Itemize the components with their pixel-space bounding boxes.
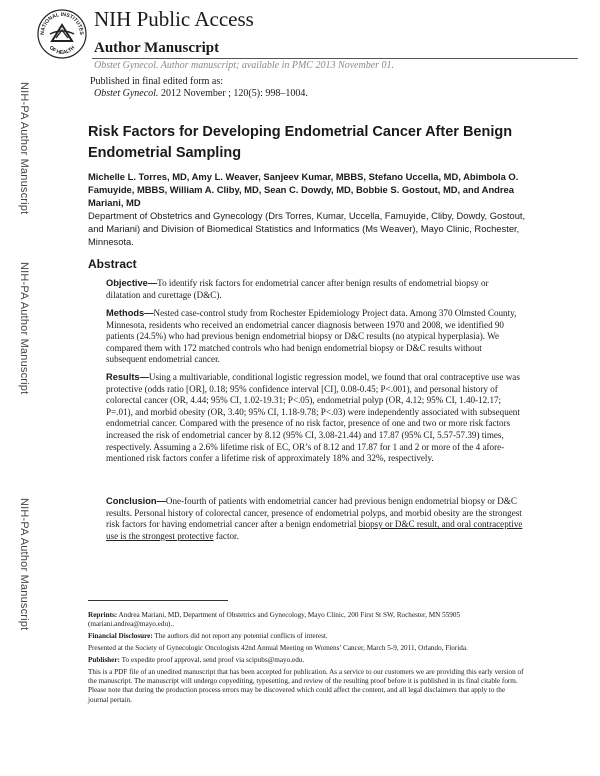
- footnote-publisher: [88, 656, 524, 665]
- header-divider: [92, 58, 578, 59]
- logo-text-bottom: OF HEALTH: [47, 44, 77, 57]
- results-label: Results—: [106, 372, 149, 382]
- results-text: Using a multivariable, conditional logistic regression model, we found that oral contraceptive use was protective (odds ratio [OR], 0.18; 95% confidence interval [CI], 0.08-0.45; P<.001), and personal history of colorectal cancer (OR, 4.44; 95% CI, 1.02-19.31; P<.05), endometrial polyp (OR, 4.12; 95% CI, 1.40-12.17; P=.01), and morbid obesity (OR, 3.40; 95% CI, 1.18-9.78; P<.03) were independently associated with subsequent endometrial cancer. Compared with the presence of no risk factor, presence of one and two or more risk factors increased the risk of endometrial cancer by 8.12 (95% CI, 3.08-21.44) and 17.87 (95% CI, 5.57-57.39) times, respectively. Assuming a 2.6% lifetime risk of EC, OR’s of 8.12 and 17.87 for 1 and 2 or more of the 4 afore-mentioned risk factors confer a lifetime risk of approximately 18% and 32%, respectively.: [106, 372, 520, 464]
- author-manuscript-label: Author Manuscript: [94, 40, 220, 56]
- footnote-disclosure: [88, 632, 524, 641]
- methods-label: Methods—: [106, 308, 154, 318]
- logo-text-top: NATIONAL INSTITUTES: [39, 11, 85, 36]
- footnote-reprints: [88, 611, 524, 629]
- abstract-methods: [106, 308, 524, 366]
- side-watermark-top: NIH-PA Author Manuscript: [18, 82, 30, 215]
- publisher-label: Publisher:: [88, 656, 120, 664]
- footnote-divider: [88, 600, 228, 601]
- conclusion-end: factor.: [213, 530, 239, 541]
- published-form-label: Published in final edited form as:: [90, 76, 224, 87]
- footnote-presented: Presented at the Society of Gynecologic Oncologists 42nd Annual Meeting on Womens’ Cancer, March 5-9, 2011, Orlando, Florida.: [88, 644, 468, 652]
- article-title: Risk Factors for Developing Endometrial Cancer After Benign Endometrial Sampling: [88, 124, 513, 161]
- footnote-disclaimer: This is a PDF file of an unedited manuscript that has been accepted for publication. As a service to our customers we are providing this early version of the manuscript. The manuscript will undergo copyediting, typesetting, and review of the resulting proof before it is published in its final citable form. Please note that during the production process errors may be discovered which could affect the content, and all legal disclaimers that apply to the journal pertain.: [88, 668, 524, 704]
- conclusion-underlined-text: biopsy or D&C result, and oral contraceptive use is the strongest protective: [106, 519, 523, 541]
- disclosure-text: The authors did not report any potential conflicts of interest.: [152, 632, 328, 640]
- citation-details: 2012 November ; 120(5): 998–1004.: [158, 88, 308, 99]
- methods-text: Nested case-control study from Rochester Epidemiology Project data. Among 370 Olmsted County, Minnesota, residents who received an endometrial cancer diagnosis between 1970 and 2008, we identified 90 patients (24.5%) who had previous benign endometrial biopsy or D&C results (no atypical hyperplasia). We compared them with 172 matched controls who had benign endometrial biopsy or D&C results without subsequent endometrial cancer.: [106, 308, 517, 365]
- author-list: Michelle L. Torres, MD, Amy L. Weaver, Sanjeev Kumar, MBBS, Stefano Uccella, MD, Abimbola O. Famuyide, MBBS, William A. Cliby, MD, Sean C. Dowdy, MD, Bobbie S. Gostout, MD, and Andrea Mariani, MD: [88, 171, 519, 208]
- abstract-results: [106, 372, 524, 465]
- side-watermark-bottom: NIH-PA Author Manuscript: [18, 498, 30, 631]
- reprints-text: Andrea Mariani, MD, Department of Obstetrics and Gynecology, Mayo Clinic, 200 First St SW, Rochester, MN 55905 (mariani.andrea@mayo.edu)..: [88, 611, 461, 629]
- publisher-text: To expedite proof approval, send proof via scipubs@mayo.edu.: [119, 656, 305, 664]
- disclosure-label: Financial Disclosure:: [88, 632, 153, 640]
- objective-label: Objective—: [106, 278, 158, 288]
- conclusion-text: One-fourth of patients with endometrial cancer had previous benign endometrial biopsy or D&C results. Personal history of colorectal cancer, presence of endometrial polyps, and morbid obesity are the strongest risk factors for having endometrial cancer after a benign endometrial: [106, 496, 522, 530]
- abstract-objective: [106, 278, 524, 301]
- pmc-availability-note: Obstet Gynecol. Author manuscript; available in PMC 2013 November 01.: [94, 60, 395, 71]
- abstract-heading: Abstract: [88, 257, 137, 271]
- conclusion-label: Conclusion—: [106, 496, 166, 506]
- journal-citation: [94, 88, 308, 99]
- reprints-label: Reprints:: [88, 611, 118, 619]
- svg-text:OF HEALTH: [48, 45, 77, 56]
- nih-seal-logo: [36, 8, 88, 60]
- objective-text: To identify risk factors for endometrial cancer after benign results of endometrial biopsy or dilatation and curettage (D&C).: [106, 278, 489, 300]
- author-affiliation: Department of Obstetrics and Gynecology (Drs Torres, Kumar, Uccella, Famuyide, Cliby, Dowdy, Gostout, and Mariani) and Division of Biomedical Statistics and Informatics (Ms Weaver), Mayo Clinic, Rochester, Minnesota.: [88, 210, 526, 247]
- journal-name: Obstet Gynecol.: [94, 88, 159, 99]
- abstract-conclusion: [106, 496, 524, 542]
- side-watermark-middle: NIH-PA Author Manuscript: [18, 262, 30, 395]
- nih-public-access-title: NIH Public Access: [94, 7, 254, 31]
